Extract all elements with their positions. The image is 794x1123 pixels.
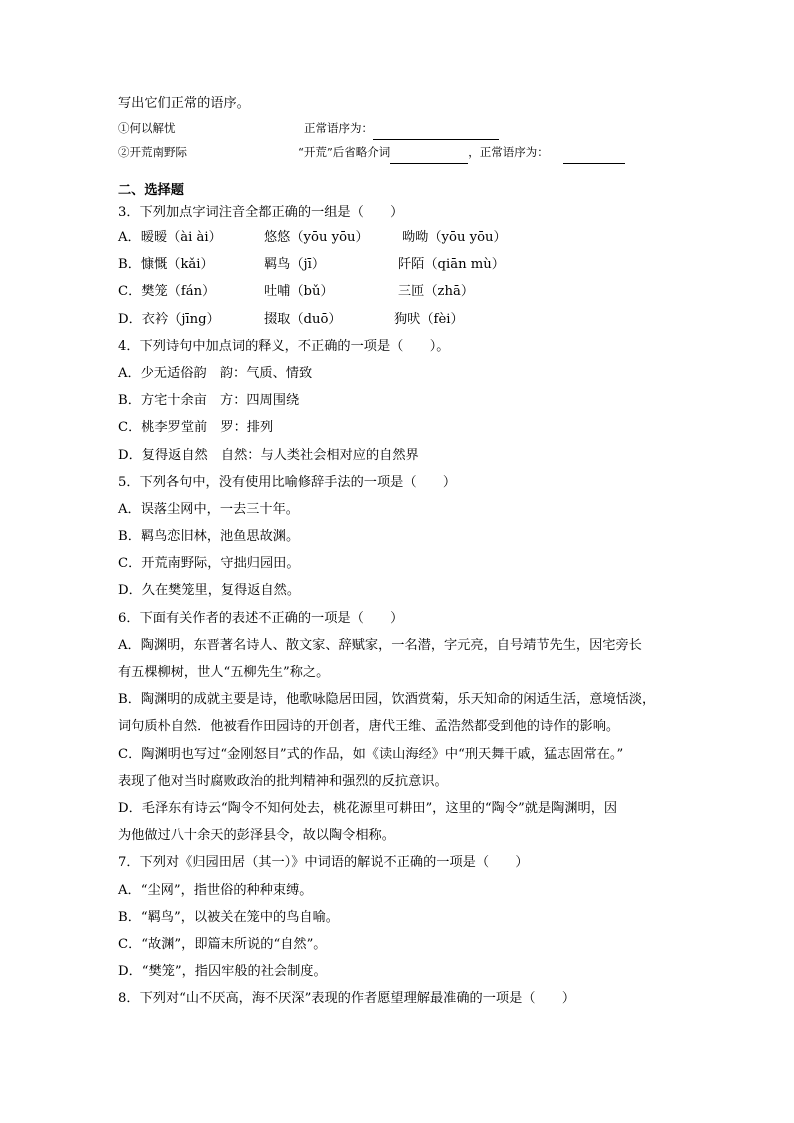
answer-blank-3[interactable] [563, 149, 625, 164]
q6-option-c-line-1: C．陶渊明也写过“金刚怒目”式的作品，如《读山海经》中“刑天舞干戚，猛志固常在。” [118, 746, 624, 762]
intro-text: 写出它们正常的语序。 [118, 96, 250, 111]
q6-option-a-line-2: 有五棵柳树，世人“五柳先生”称之。 [118, 665, 330, 680]
q7-option-a: A．“尘网”，指世俗的种种束缚。 [118, 882, 313, 898]
q6-option-d-line-1: D．毛泽东有诗云“陶令不知何处去，桃花源里可耕田”，这里的“陶令”就是陶渊明，因 [118, 800, 618, 816]
row2-label: ②开荒南野际 [118, 145, 187, 159]
answer-blank-2[interactable] [390, 149, 468, 164]
q3-option-b: B．慷慨（kǎi） 羁鸟（jī） 阡陌（qiān mù） [118, 257, 505, 273]
q8-stem: 8．下列对“山不厌高，海不厌深”表现的作者愿望理解最准确的一项是（ ） [118, 991, 576, 1007]
answer-blank-1[interactable] [373, 125, 499, 140]
q5-option-c: C．开荒南野际，守拙归园田。 [118, 556, 300, 572]
q7-option-c: C．“故渊”，即篇末所说的“自然”。 [118, 936, 327, 952]
q5-option-d: D．久在樊笼里，复得返自然。 [118, 583, 301, 599]
q6-option-c-line-2: 表现了他对当时腐败政治的批判精神和强烈的反抗意识。 [118, 773, 448, 789]
q6-stem: 6．下面有关作者的表述不正确的一项是（ ） [118, 610, 404, 626]
q4-option-a: A．少无适俗韵 韵：气质、情致 [118, 365, 313, 381]
q7-option-d: D．“樊笼”，指囚牢般的社会制度。 [118, 964, 327, 980]
q7-option-b: B．“羁鸟”，以被关在笼中的鸟自喻。 [118, 909, 339, 925]
q4-option-b: B．方宅十余亩 方：四周围绕 [118, 393, 300, 409]
row1-label: ①何以解忧 [118, 121, 176, 135]
q4-option-d: D．复得返自然 自然：与人类社会相对应的自然界 [118, 447, 419, 463]
row2-after: “开荒”后省略介词 ，正常语序为： [298, 140, 625, 164]
q5-option-a: A．误落尘网中，一去三十年。 [118, 501, 299, 517]
section-title: 二、选择题 [118, 183, 184, 198]
q4-option-c: C．桃李罗堂前 罗：排列 [118, 420, 274, 436]
q6-option-b-line-1: B．陶渊明的成就主要是诗，他歌咏隐居田园，饮酒赏菊，乐天知命的闲适生活，意境恬淡， [118, 692, 656, 708]
row1-after: 正常语序为： [304, 116, 499, 140]
q6-option-a-line-1: A．陶渊明，东晋著名诗人、散文家、辞赋家，一名潜，字元亮，自号靖节先生，因宅旁长 [118, 637, 642, 653]
q3-option-c: C．樊笼（fán） 吐哺（bǔ） 三匝（zhā） [118, 284, 475, 300]
intro-row-1 [118, 116, 680, 140]
q6-option-b-line-2: 词句质朴自然．他被看作田园诗的开创者，唐代王维、孟浩然都受到他的诗作的影响。 [118, 719, 620, 735]
q6-option-d-line-2: 为他做过八十余天的彭泽县令，故以陶令相称。 [118, 828, 395, 844]
q5-option-b: B．羁鸟恋旧林，池鱼思故渊。 [118, 529, 300, 545]
exam-content [118, 92, 680, 1012]
q4-stem: 4．下列诗句中加点词的释义，不正确的一项是（ ）。 [118, 338, 450, 354]
intro-row-2 [118, 140, 680, 164]
q7-stem: 7．下列对《归园田居（其一）》中词语的解说不正确的一项是（ ） [118, 855, 529, 871]
q5-stem: 5．下列各句中，没有使用比喻修辞手法的一项是（ ） [118, 474, 457, 490]
q3-stem: 3．下列加点字词注音全都正确的一组是（ ） [118, 205, 404, 220]
q3-option-a: A．暧暧（ài ài） 悠悠（yōu yōu） 呦呦（yōu yōu） [118, 230, 507, 245]
q3-option-d: D．衣衿（jīng） 掇取（duō） 狗吠（fèi） [118, 311, 464, 327]
